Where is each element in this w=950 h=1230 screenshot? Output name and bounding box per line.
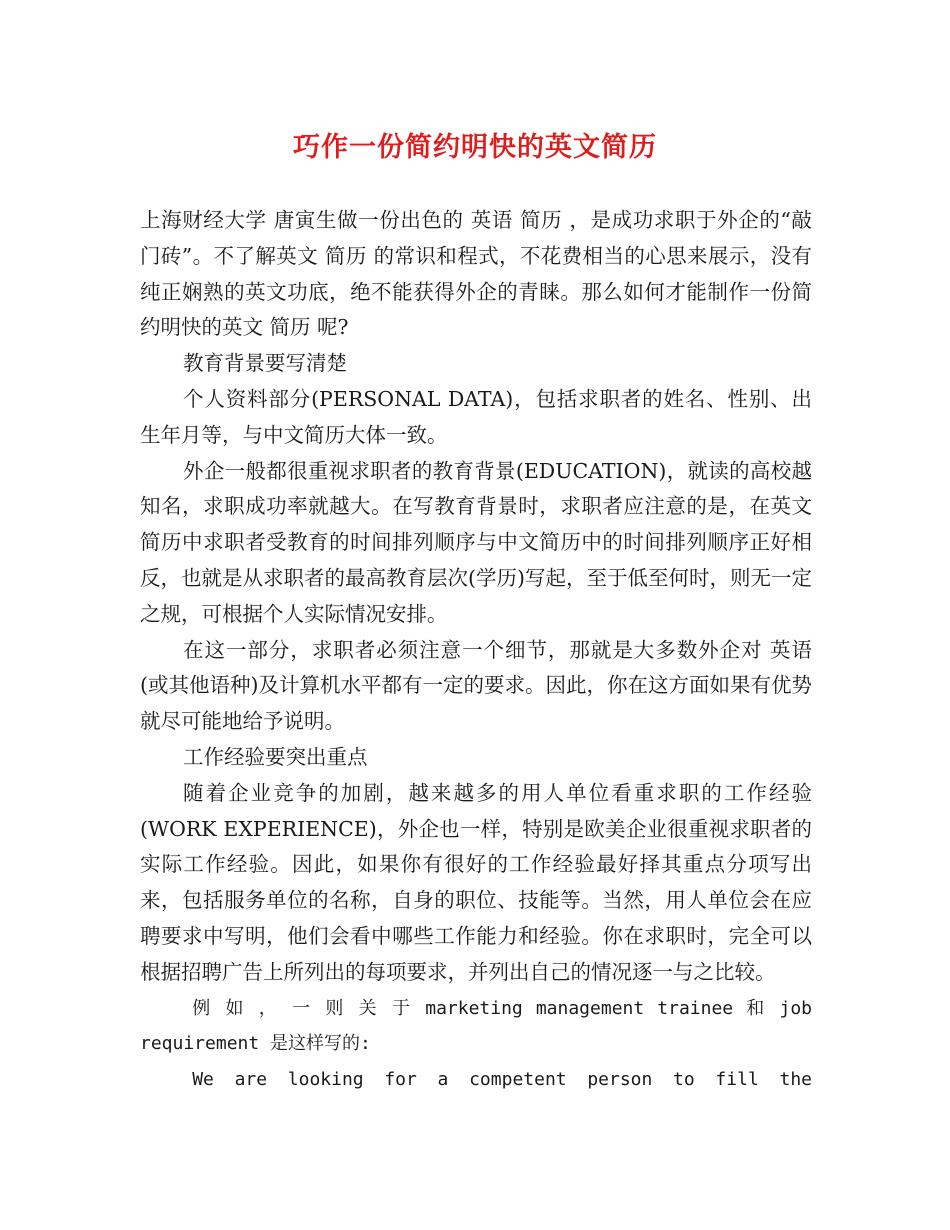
paragraph-language-skills: 在这一部分，求职者必须注意一个细节，那就是大多数外企对 英语 (或其他语种)及计算机水平都有一定的要求。因此，你在这方面如果有优势就尽可能地给予说明。 <box>140 637 812 734</box>
paragraph-example-line2: requirement 是这样写的: <box>140 1033 371 1055</box>
section-heading-education: 教育背景要写清楚 <box>183 351 348 376</box>
paragraph-education: 外企一般都很重视求职者的教育背景(EDUCATION)，就读的高校越知名，求职成功率就越大。在写教育背景时，求职者应注意的是，在英文简历中求职者受教育的时间排列顺序与中文简历中的时间排列顺序正好相反，也就是从求职者的最高教育层次(学历)写起，至于低至何时，则无一定之规，可根据个人实际情况安排。 <box>140 458 812 626</box>
section-heading-work-experience: 工作经验要突出重点 <box>183 744 368 769</box>
document-title: 巧作一份简约明快的英文简历 <box>293 132 657 163</box>
paragraph-intro: 上海财经大学 唐寅生做一份出色的 英语 简历 ，是成功求职于外企的“敲门砖”。不了解英文 简历 的常识和程式，不花费相当的心思来展示，没有纯正娴熟的英文功底，绝不能获得外企的青睐。那么如何才能制作一份简约明快的英文 简历 呢? <box>140 208 812 340</box>
paragraph-english-quote: We are looking for a competent person to fill the <box>192 1069 812 1091</box>
paragraph-example-line1: 例 如 ， 一 则 关 于 marketing management trainee 和 job <box>192 997 812 1019</box>
paragraph-work-experience: 随着企业竞争的加剧，越来越多的用人单位看重求职的工作经验(WORK EXPERIENCE)，外企也一样，特别是欧美企业很重视求职者的实际工作经验。因此，如果你有很好的工作经验最好择其重点分项写出来，包括服务单位的名称，自身的职位、技能等。当然，用人单位会在应聘要求中写明，他们会看中哪些工作能力和经验。你在求职时，完全可以根据招聘广告上所列出的每项要求，并列出自己的情况逐一与之比较。 <box>140 780 812 984</box>
document-body <box>140 203 812 1098</box>
paragraph-personal-data: 个人资料部分(PERSONAL DATA)，包括求职者的姓名、性别、出生年月等，与中文简历大体一致。 <box>140 386 812 447</box>
